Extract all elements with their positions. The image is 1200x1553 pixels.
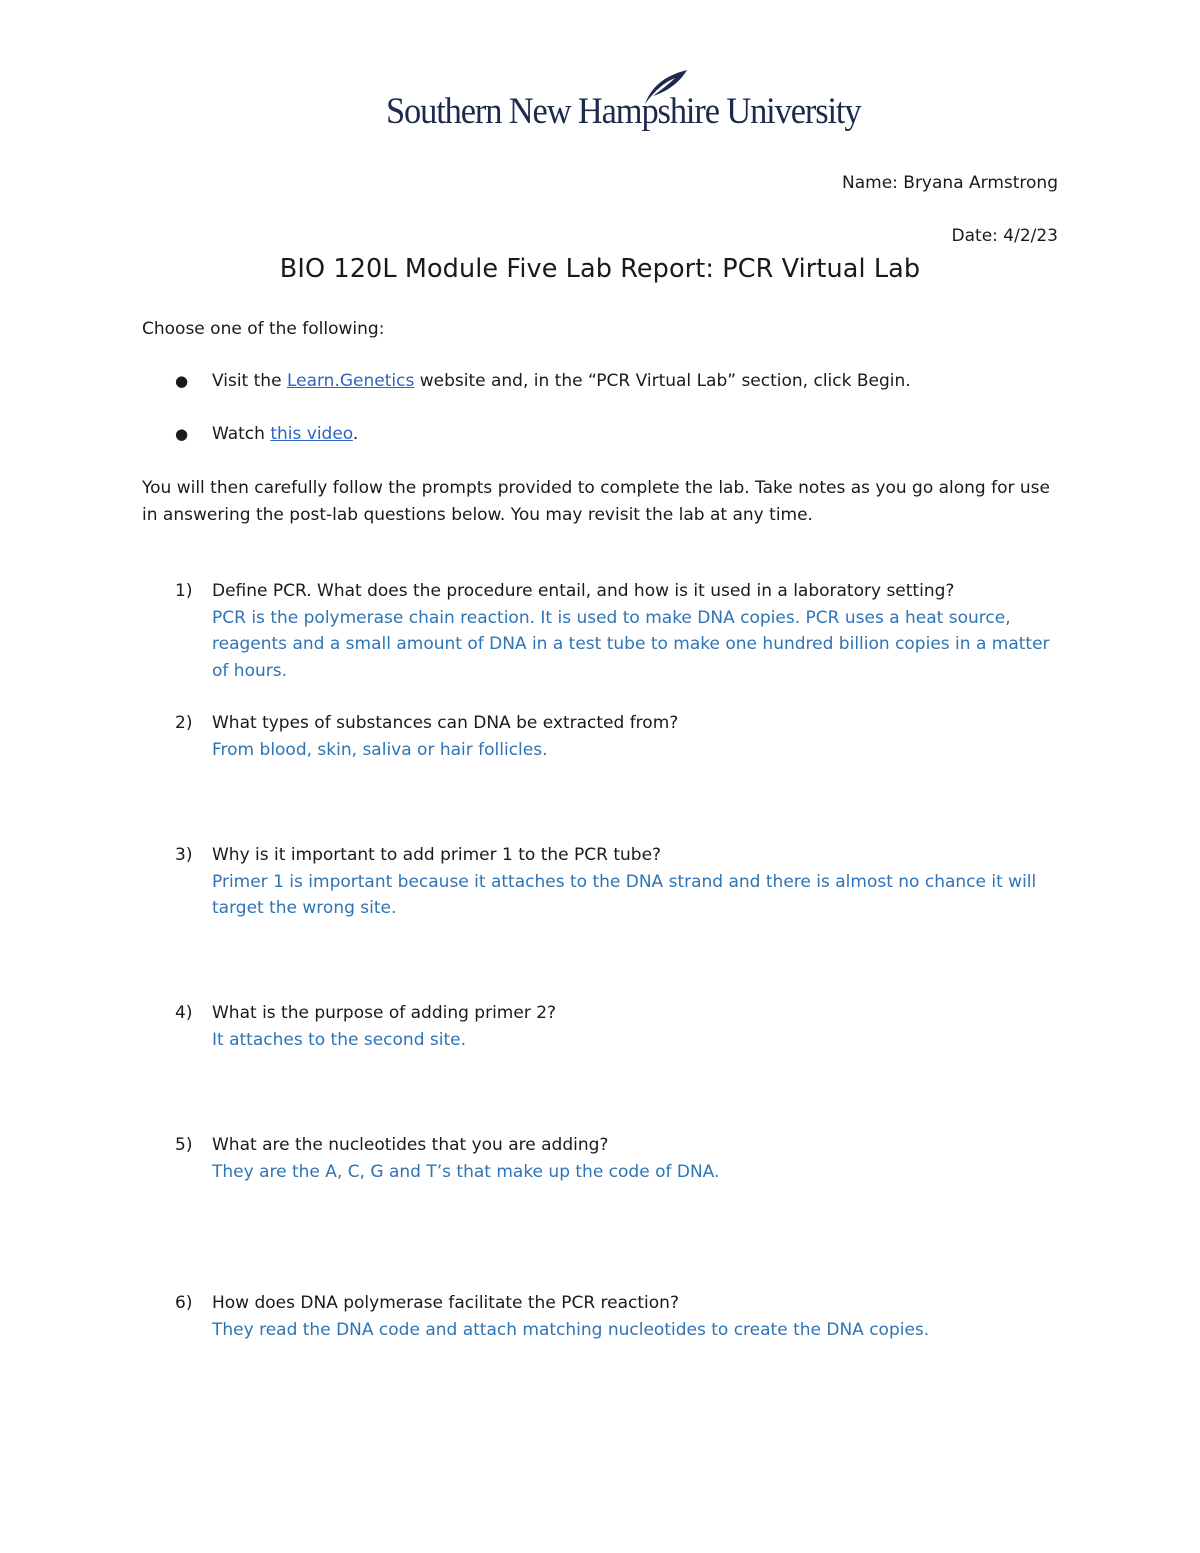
question-text: Why is it important to add primer 1 to the PCR tube? [212, 845, 662, 865]
question-number: 1) [175, 581, 193, 601]
answer-text: From blood, skin, saliva or hair follicles. [212, 739, 548, 760]
question-text: What are the nucleotides that you are adding? [212, 1135, 609, 1155]
answer-text: They read the DNA code and attach matching nucleotides to create the DNA copies. [212, 1319, 930, 1340]
question-number: 6) [175, 1293, 193, 1313]
university-logo [386, 68, 861, 138]
question-number: 2) [175, 713, 193, 733]
answer-text: Primer 1 is important because it attaches to the DNA strand and there is almost no chance it will target the wrong site. [212, 871, 1037, 918]
answer-text: They are the A, C, G and T’s that make up the code of DNA. [212, 1161, 720, 1182]
question-number: 5) [175, 1135, 193, 1155]
intro-paragraph: You will then carefully follow the prompts provided to complete the lab. Take notes as you go along for use in answering the post-lab questions below. You may revisit the lab at any time. [142, 478, 1050, 525]
question-number: 4) [175, 1003, 193, 1023]
bullet-icon: ● [175, 425, 189, 443]
choose-instruction: Choose one of the following: [142, 319, 385, 339]
student-name: Name: Bryana Armstrong [842, 173, 1058, 193]
report-date: Date: 4/2/23 [951, 226, 1058, 246]
learn-genetics-link[interactable]: Learn.Genetics [286, 371, 415, 391]
video-link[interactable]: this video [270, 424, 353, 444]
question-text: Define PCR. What does the procedure entail, and how is it used in a laboratory setting? [212, 581, 955, 601]
bullet-icon: ● [175, 372, 189, 390]
answer-text: It attaches to the second site. [212, 1029, 467, 1050]
question-text: How does DNA polymerase facilitate the PCR reaction? [212, 1293, 679, 1313]
question-number: 3) [175, 845, 193, 865]
answer-text: PCR is the polymerase chain reaction. It is used to make DNA copies. PCR uses a heat source, reagents and a small amount of DNA in a test tube to make one hundred billion copies in a matter of hours. [212, 607, 1050, 681]
logo-wordmark: Southern New Hampshire University [386, 91, 861, 132]
page-title: BIO 120L Module Five Lab Report: PCR Virtual Lab [279, 254, 921, 284]
question-text: What is the purpose of adding primer 2? [212, 1003, 557, 1023]
question-text: What types of substances can DNA be extracted from? [212, 713, 679, 733]
